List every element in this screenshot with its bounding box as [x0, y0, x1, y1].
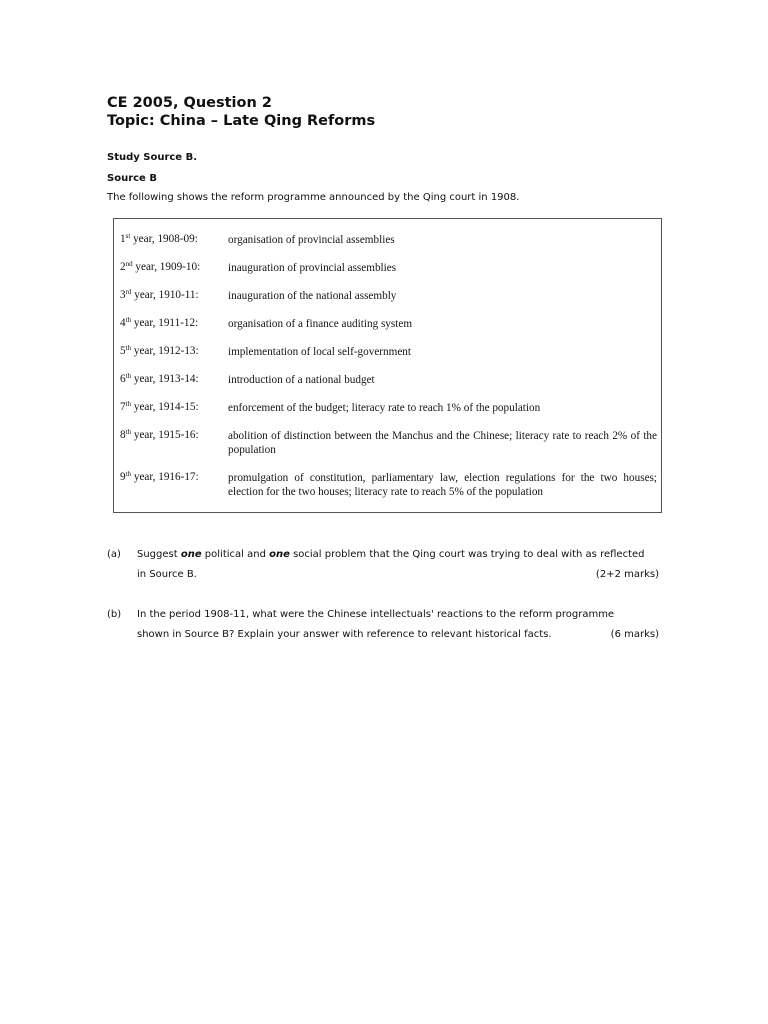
year-cell: 3rd year, 1910-11:: [120, 288, 199, 301]
table-row: [120, 233, 657, 247]
table-row: [120, 317, 657, 331]
reform-cell: promulgation of constitution, parliamentary law, election regulations for the two houses; election for the two houses; literacy rate to reach 5% of the population: [228, 472, 657, 498]
reform-cell: abolition of distinction between the Manchus and the Chinese; literacy rate to reach 2% of the population: [228, 430, 657, 456]
source-b-table: [113, 218, 662, 513]
page-title: CE 2005, Question 2: [107, 95, 272, 111]
year-cell: 8th year, 1915-16:: [120, 428, 199, 441]
table-row: [120, 429, 657, 457]
table-row: [120, 261, 657, 275]
year-cell: 9th year, 1916-17:: [120, 470, 199, 483]
question-a-marks: (2+2 marks): [595, 569, 659, 580]
question-b-text: In the period 1908-11, what were the Chinese intellectuals' reactions to the reform programme shown in Source B? Explain your answer with reference to relevant historical facts. (6 marks): [137, 605, 659, 645]
year-cell: 4th year, 1911-12:: [120, 316, 199, 329]
reform-cell: organisation of provincial assemblies: [228, 234, 395, 246]
topic-heading: Topic: China – Late Qing Reforms: [107, 113, 376, 129]
question-b-label: (b): [107, 609, 122, 620]
source-label: Source B: [107, 173, 157, 184]
question-b: [107, 605, 667, 647]
question-a-text: Suggest one political and one social problem that the Qing court was trying to deal with as reflected in Source B. (2+2 marks): [137, 545, 659, 585]
year-cell: 2nd year, 1909-10:: [120, 260, 201, 273]
reform-cell: implementation of local self-government: [228, 346, 411, 358]
year-cell: 1st year, 1908-09:: [120, 232, 198, 245]
question-a-label: (a): [107, 549, 121, 560]
reform-cell: inauguration of the national assembly: [228, 290, 397, 302]
study-instruction: Study Source B.: [107, 152, 197, 163]
table-row: [120, 471, 657, 499]
year-cell: 6th year, 1913-14:: [120, 372, 199, 385]
table-row: [120, 345, 657, 359]
table-row: [120, 373, 657, 387]
reform-cell: organisation of a finance auditing system: [228, 318, 413, 330]
reform-cell: introduction of a national budget: [228, 374, 375, 386]
year-cell: 7th year, 1914-15:: [120, 400, 199, 413]
table-row: [120, 289, 657, 303]
reform-cell: enforcement of the budget; literacy rate to reach 1% of the population: [228, 402, 541, 414]
question-b-marks: (6 marks): [610, 629, 659, 640]
source-intro: The following shows the reform programme announced by the Qing court in 1908.: [107, 192, 520, 203]
table-row: [120, 401, 657, 415]
question-a: [107, 545, 667, 587]
year-cell: 5th year, 1912-13:: [120, 344, 199, 357]
reform-cell: inauguration of provincial assemblies: [228, 262, 397, 274]
